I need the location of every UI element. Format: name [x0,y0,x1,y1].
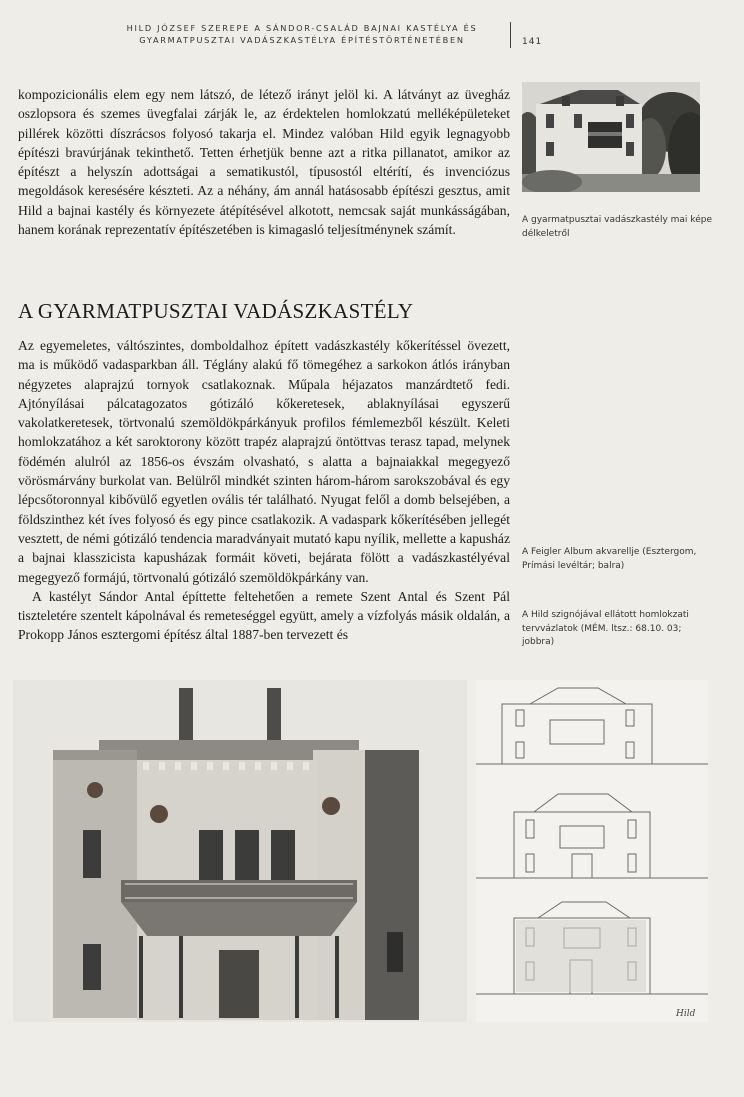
hild-signature: Hild [676,1009,696,1019]
sketch-caption: A Hild szignójával ellátott homlokzati tervvázlatok (MÉM. ltsz.: 68.10. 03; jobbra) [522,610,689,647]
section-title: A GYARMATPUSZTAI VADÁSZKASTÉLY [18,299,414,323]
running-header-line-1: HILD JÓZSEF SZEREPE A SÁNDOR-CSALÁD BAJNAI KASTÉLYA ÉS [126,23,478,33]
running-header-line-2: GYARMATPUSZTAI VADÁSZKASTÉLYA ÉPÍTÉSTÖRTÉNETÉBEN [139,35,465,45]
castle-photo-image [522,82,700,192]
header-divider [510,22,511,48]
watercolor-drawing [13,680,467,1022]
section-paragraph-2: A kastélyt Sándor Antal építtette feltehetően a remete Szent Antal és Szent Pál tiszteletére szentelt kápolnával és remeteséggel együtt, amely a vízfolyás másik oldalán, a Prokopp János esztergomi építész által 1887-ben tervezett és [18,588,510,643]
photo-caption: A gyarmatpusztai vadászkastély mai képe délkeletről [522,215,712,239]
elevation-sketches-image [476,680,708,1022]
intro-paragraph: kompozicionális elem egy nem látszó, de létező irányt jelöl ki. A látványt az üvegház oszlopsora és szemes üvegfalai zárják le, az érdektelen homlokzatú melléképületeket pillérek közötti díszrácsos folyosó takarja el. Mindez valóban Hild egyik legnagyobb építészi bravúrjának tekinthető. Tetten érhetjük benne azt a ritka pillanatot, amikor az építészt a helyszín adottságai a sematikustól, típusostól eltérítí, és invenciózus megoldások keresésére készteti. Az a néhány, ám annál hatásosabb építészi gesztus, amit Hild a bajnai kastély és környezete átépítésével alkotott, nemcsak saját munkásságában, hanem korának reprezentatív építészetében is kimagasló teljesítménynek számít. [18,87,510,238]
page-number: 141 [522,37,543,47]
album-caption: A Feigler Album akvarellje (Esztergom, Prímási levéltár; balra) [522,547,697,571]
section-body [18,336,510,645]
castle-photo [522,82,700,192]
running-header [104,22,500,46]
section-paragraph-1: Az egyemeletes, váltószintes, domboldalhoz épített vadászkastély kőkerítéssel övezett, ma is működő vadasparkban áll. Téglány alakú fő tömegéhez a sarkokon átlós irányban négyzetes alaprajzú tornyok csatlakoznak. Műpala héjazatos manzárdtető fedi. Ajtónyílásai pálcatagozatos gótizáló kőkeretesek, ablaknyílásai egyszerű vakolatkeretesek, törtvonalú szemöldökpárkányuk profilos fémlemezből készült. Keleti homlokzatához a két saroktorony között trapéz alaprajzú öntöttvas terasz tapad, melynek födémén alulról az 1856-os évszám olvasható, s alatta a bajnaiakkal megegyező vörösmárvány burkolat van. Belülről mindkét szinten három-három sarokszobával és egy lépcsőtoronnyal kibővülő egyetlen ovális tér található. Nyugat felől a domb belsejében, a földszinthez két íves folyosó és egy pince csatlakozik. A vadaspark kőkerítésében jellegét vesztett, de némi gótizáló tendencia maradványait mutató kapu nyílik, mellette a kapusház a bajnai klasszicista kapusházak formáit követi, bejárata fölött a vadászkastélyéval megegyező formájú, törtvonalú gótizáló szemöldökpárkány van. [18,338,510,585]
watercolor-drawing-image [13,680,467,1022]
elevation-sketches [476,680,708,1022]
